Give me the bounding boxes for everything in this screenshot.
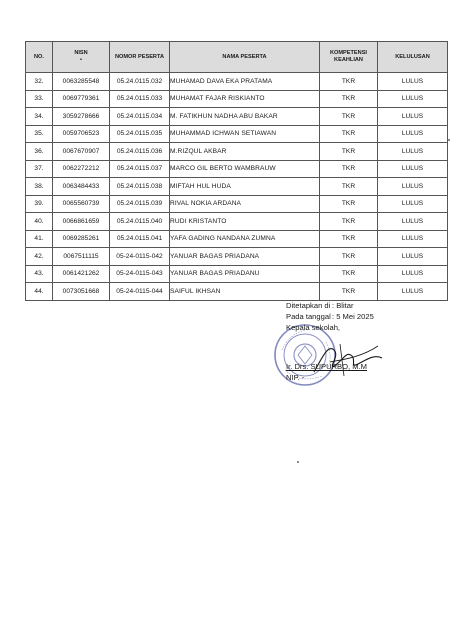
tanggal-value: : 5 Mei 2025 <box>332 312 374 321</box>
cell-nama-peserta: YANUAR BAGAS PRIADANU <box>170 265 320 283</box>
cell-nisn: 0067670907 <box>53 143 110 161</box>
cell-nisn: 0061421262 <box>53 265 110 283</box>
cell-no: 43. <box>26 265 53 283</box>
cell-kompetensi: TKR <box>320 195 378 213</box>
cell-nisn: 0063285548 <box>53 73 110 91</box>
table-row <box>26 90 448 108</box>
cell-no: 38. <box>26 178 53 196</box>
ditetapkan-row <box>286 300 374 311</box>
ditetapkan-value: : Blitar <box>332 301 354 310</box>
cell-nomor-peserta: 05.24.0115.038 <box>110 178 170 196</box>
cell-kelulusan: LULUS <box>378 73 448 91</box>
cell-nama-peserta: M. FATIKHUN NADHA ABU BAKAR <box>170 108 320 126</box>
cell-kompetensi: TKR <box>320 108 378 126</box>
cell-kompetensi: TKR <box>320 178 378 196</box>
cell-nisn: 0069779361 <box>53 90 110 108</box>
header-kompetensi-keahlian <box>320 42 378 73</box>
cell-kelulusan: LULUS <box>378 90 448 108</box>
cell-no: 42. <box>26 248 53 266</box>
cell-nisn: 0066861659 <box>53 213 110 231</box>
cell-no: 41. <box>26 230 53 248</box>
cell-no: 40. <box>26 213 53 231</box>
scan-speck <box>297 461 299 463</box>
table-row <box>26 178 448 196</box>
header-nisn-label: NISN <box>74 50 88 56</box>
cell-kelulusan: LULUS <box>378 265 448 283</box>
table-row <box>26 143 448 161</box>
table-body <box>26 73 448 301</box>
cell-nama-peserta: YAFA GADING NANDANA ZUMNA <box>170 230 320 248</box>
cell-nomor-peserta: 05-24-0115-044 <box>110 283 170 301</box>
cell-nomor-peserta: 05.24.0115.033 <box>110 90 170 108</box>
table-row <box>26 73 448 91</box>
cell-kompetensi: TKR <box>320 143 378 161</box>
jabatan: Kepala sekolah, <box>286 323 341 332</box>
table-row <box>26 108 448 126</box>
cell-nama-peserta: MIFTAH HUL HUDA <box>170 178 320 196</box>
cell-nisn: 0069285261 <box>53 230 110 248</box>
cell-nomor-peserta: 05.24.0115.036 <box>110 143 170 161</box>
cell-kompetensi: TKR <box>320 248 378 266</box>
cell-nama-peserta: RIVAL NOKIA ARDANA <box>170 195 320 213</box>
cell-nama-peserta: MUHAMAT FAJAR RISKIANTO <box>170 90 320 108</box>
cell-no: 36. <box>26 143 53 161</box>
cell-kelulusan: LULUS <box>378 108 448 126</box>
cell-kelulusan: LULUS <box>378 283 448 301</box>
cell-nisn: 0065560739 <box>53 195 110 213</box>
table-row <box>26 265 448 283</box>
tanggal-row <box>286 311 374 322</box>
cell-no: 32. <box>26 73 53 91</box>
cell-nomor-peserta: 05.24.0115.037 <box>110 160 170 178</box>
cell-nama-peserta: MUHAMMAD ICHWAN SETIAWAN <box>170 125 320 143</box>
header-nisn <box>53 42 110 73</box>
signature-block <box>286 300 374 383</box>
cell-nomor-peserta: 05.24.0115.034 <box>110 108 170 126</box>
cell-kompetensi: TKR <box>320 283 378 301</box>
table-row <box>26 125 448 143</box>
cell-nama-peserta: SAIFUL IKHSAN <box>170 283 320 301</box>
table-header-row <box>26 42 448 73</box>
cell-kompetensi: TKR <box>320 213 378 231</box>
cell-no: 35. <box>26 125 53 143</box>
header-nama-peserta: NAMA PESERTA <box>170 42 320 73</box>
cell-kelulusan: LULUS <box>378 125 448 143</box>
cell-no: 44. <box>26 283 53 301</box>
cell-kelulusan: LULUS <box>378 248 448 266</box>
cell-nisn: 0063484433 <box>53 178 110 196</box>
cell-kelulusan: LULUS <box>378 143 448 161</box>
scan-speck <box>448 139 450 141</box>
cell-nisn: 3059278666 <box>53 108 110 126</box>
table-row <box>26 230 448 248</box>
tanggal-label: Pada tanggal <box>286 312 331 321</box>
header-kompetensi-line1: KOMPETENSI <box>330 50 367 56</box>
cell-no: 37. <box>26 160 53 178</box>
cell-kelulusan: LULUS <box>378 230 448 248</box>
cell-kompetensi: TKR <box>320 265 378 283</box>
cell-nisn: 0059706523 <box>53 125 110 143</box>
signer-nip: NIP. - <box>286 373 305 382</box>
cell-kompetensi: TKR <box>320 73 378 91</box>
cell-kelulusan: LULUS <box>378 195 448 213</box>
cell-nomor-peserta: 05-24-0115-043 <box>110 265 170 283</box>
graduation-results-table <box>25 41 448 301</box>
cell-nama-peserta: RUDI KRISTANTO <box>170 213 320 231</box>
cell-kelulusan: LULUS <box>378 213 448 231</box>
cell-nisn: 0062272212 <box>53 160 110 178</box>
header-nomor-peserta: NOMOR PESERTA <box>110 42 170 73</box>
ditetapkan-label: Ditetapkan di <box>286 301 331 310</box>
cell-nomor-peserta: 05.24.0115.040 <box>110 213 170 231</box>
cell-no: 33. <box>26 90 53 108</box>
header-kompetensi-line2: KEAHLIAN <box>334 57 363 63</box>
cell-kompetensi: TKR <box>320 90 378 108</box>
header-no: NO. <box>26 42 53 73</box>
table-row <box>26 213 448 231</box>
cell-nama-peserta: MARCO GIL BERTO WAMBRAUW <box>170 160 320 178</box>
cell-nisn: 0067511115 <box>53 248 110 266</box>
cell-kelulusan: LULUS <box>378 178 448 196</box>
table-row <box>26 248 448 266</box>
table-row <box>26 195 448 213</box>
table-row <box>26 283 448 301</box>
cell-nomor-peserta: 05.24.0115.032 <box>110 73 170 91</box>
cell-nomor-peserta: 05.24.0115.039 <box>110 195 170 213</box>
cell-kompetensi: TKR <box>320 160 378 178</box>
header-kelulusan: KELULUSAN <box>378 42 448 73</box>
cell-nama-peserta: YANUAR BAGAS PRIADANA <box>170 248 320 266</box>
cell-nisn: 0073051668 <box>53 283 110 301</box>
cell-nomor-peserta: 05-24-0115-042 <box>110 248 170 266</box>
cell-kelulusan: LULUS <box>378 160 448 178</box>
cell-no: 34. <box>26 108 53 126</box>
cell-nomor-peserta: 05.24.0115.041 <box>110 230 170 248</box>
cell-nama-peserta: M.RIZQUL AKBAR <box>170 143 320 161</box>
cell-kompetensi: TKR <box>320 230 378 248</box>
cell-nama-peserta: MUHAMAD DAVA EKA PRATAMA <box>170 73 320 91</box>
header-nisn-mark: • <box>80 57 82 63</box>
cell-nomor-peserta: 05.24.0115.035 <box>110 125 170 143</box>
cell-kompetensi: TKR <box>320 125 378 143</box>
table-row <box>26 160 448 178</box>
cell-no: 39. <box>26 195 53 213</box>
signer-name: Ir. Drs. SUPURBO, M.M <box>286 362 368 371</box>
